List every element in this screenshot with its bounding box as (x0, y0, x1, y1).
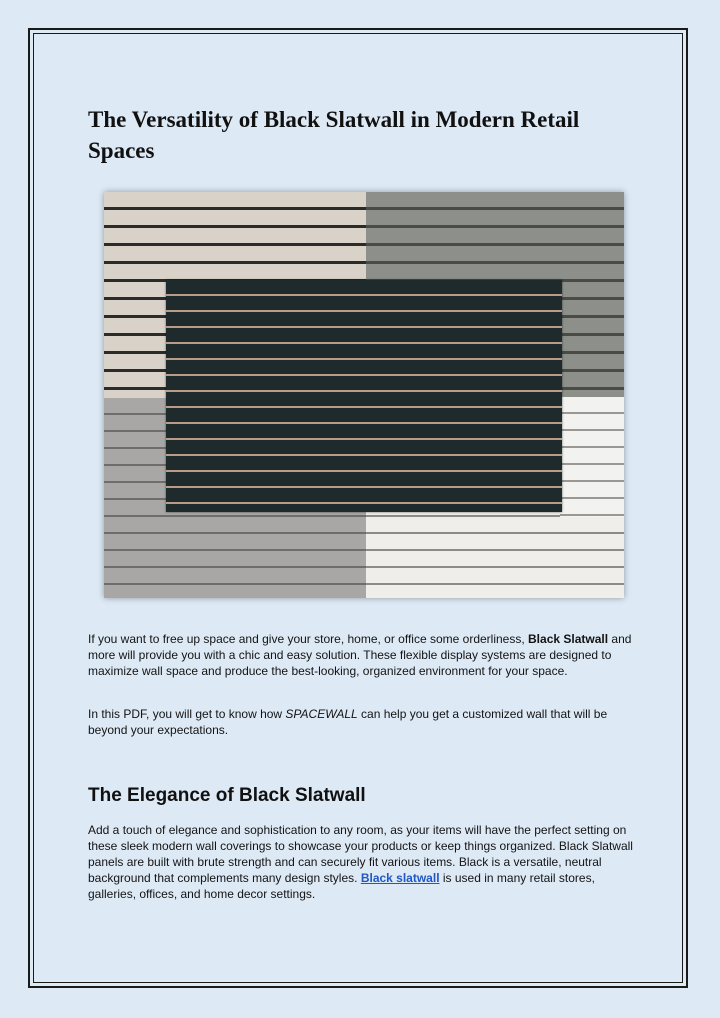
elegance-text-end: is used in many retail stores, galleries, offices, and home decor settings. (88, 871, 595, 901)
intro-paragraph (88, 631, 638, 679)
intro-text-end: and more will provide you with a chic and easy solution. These flexible display systems are designed to maximize wall space and produce the best-looking, organized environment for your space. (88, 632, 632, 678)
intro-text-start: If you want to free up space and give your store, home, or office some orderliness, (88, 632, 529, 646)
spacewall-brand: SPACEWALL (285, 707, 358, 721)
elegance-paragraph (88, 822, 638, 902)
spacewall-text-start: In this PDF, you will get to know how (88, 707, 286, 721)
black-slatwall-link[interactable]: Black slatwall (360, 871, 440, 885)
black-slatwall-panel (166, 280, 562, 512)
black-slatwall-bold: Black Slatwall (528, 632, 609, 646)
section-heading: The Elegance of Black Slatwall (88, 785, 366, 806)
spacewall-text-end: can help you get a customized wall that will be beyond your expectations. (88, 707, 608, 737)
slatwall-photo (104, 192, 624, 598)
elegance-text-start: Add a touch of elegance and sophistication to any room, as your items will have the perfect setting on these sleek modern wall coverings to showcase your products or keep things organized. Black Slatwall panels are built with brute strength and can securely fit various items. Black is a versatile, neutral background that complements many design styles. (88, 823, 633, 885)
spacewall-paragraph (88, 706, 638, 738)
document-title: The Versatility of Black Slatwall in Modern Retail Spaces (88, 107, 580, 163)
white-slatwall-panel-upper (560, 397, 624, 517)
